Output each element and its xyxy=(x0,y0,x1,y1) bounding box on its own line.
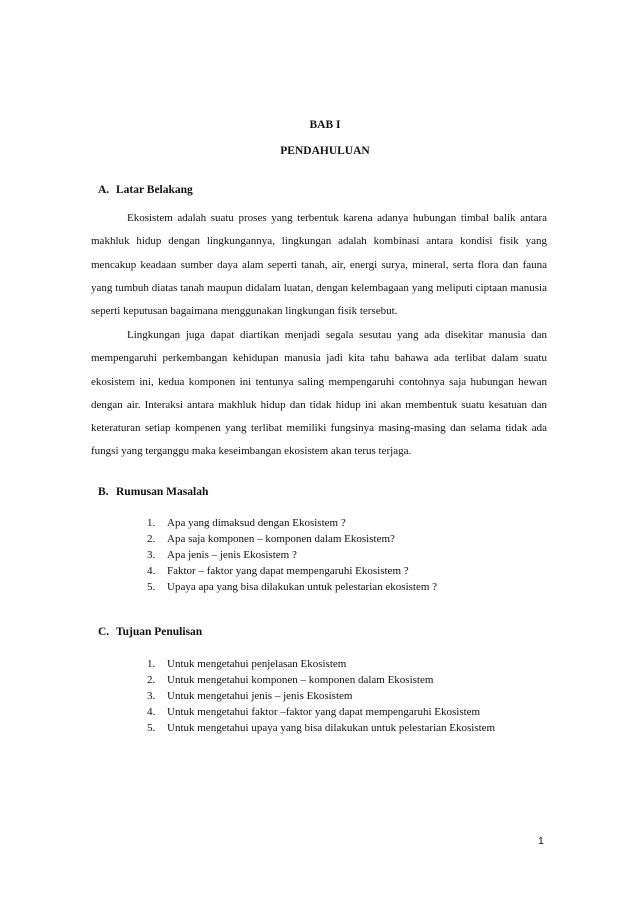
list-item xyxy=(147,656,495,672)
list-item-text: Untuk mengetahui jenis – jenis Ekosistem xyxy=(167,690,353,702)
list-item-number: 5. xyxy=(147,581,156,593)
list-item-text: Untuk mengetahui komponen – komponen dalam Ekosistem xyxy=(167,674,434,686)
list-item-text: Untuk mengetahui upaya yang bisa dilakukan untuk pelestarian Ekosistem xyxy=(167,722,496,734)
list-item-number: 2. xyxy=(147,533,156,545)
list-item-number: 4. xyxy=(147,565,156,577)
list-item-number: 5. xyxy=(147,722,156,734)
list-item xyxy=(147,531,437,547)
section-letter: A. xyxy=(98,184,110,196)
list-item xyxy=(147,720,495,736)
list-item-number: 1. xyxy=(147,658,156,670)
list-item-text: Apa saja komponen – komponen dalam Ekosistem? xyxy=(167,533,395,545)
rumusan-masalah-list xyxy=(147,515,437,595)
section-letter: C. xyxy=(98,626,110,638)
paragraph-2: Lingkungan juga dapat diartikan menjadi segala sesutau yang ada disekitar manusia dan mempengaruhi perkembangan kehidupan manusia jadi kita tahu bahawa ada terlibat dalam suatu ekosistem ini, kedua komponen ini tentunya saling mempengaruhi contohnya saja hubungan hewan dengan air. Interaksi antara makhluk hidup dan tidak hidup ini akan membentuk suatu kesatuan dan keteraturan setiap kompenen yang terlibat memiliki fungsinya masing-masing dan selama tidak ada fungsi yang terganggu maka keseimbangan ekosistem akan terus terjaga. xyxy=(91,329,547,458)
list-item-number: 3. xyxy=(147,690,156,702)
section-heading-rumusan-masalah xyxy=(98,486,208,498)
list-item xyxy=(147,515,437,531)
list-item xyxy=(147,563,437,579)
list-item xyxy=(147,547,437,563)
list-item-number: 1. xyxy=(147,517,156,529)
list-item-text: Faktor – faktor yang dapat mempengaruhi Ekosistem ? xyxy=(167,565,409,577)
list-item-text: Apa jenis – jenis Ekosistem ? xyxy=(167,549,297,561)
list-item-text: Apa yang dimaksud dengan Ekosistem ? xyxy=(167,517,346,529)
list-item xyxy=(147,579,437,595)
list-item-text: Untuk mengetahui penjelasan Ekosistem xyxy=(167,658,347,670)
list-item xyxy=(147,704,495,720)
section-title: Latar Belakang xyxy=(116,184,193,196)
list-item-number: 4. xyxy=(147,706,156,718)
section-heading-latar-belakang xyxy=(98,184,193,196)
section-title: Rumusan Masalah xyxy=(116,486,209,498)
list-item-number: 3. xyxy=(147,549,156,561)
list-item-text: Upaya apa yang bisa dilakukan untuk pelestarian ekosistem ? xyxy=(167,581,438,593)
list-item-text: Untuk mengetahui faktor –faktor yang dapat mempengaruhi Ekosistem xyxy=(167,706,481,718)
section-letter: B. xyxy=(98,486,109,498)
list-item-number: 2. xyxy=(147,674,156,686)
page-number: 1 xyxy=(538,835,544,847)
paragraph-1: Ekosistem adalah suatu proses yang terbentuk karena adanya hubungan timbal balik antara makhluk hidup dengan lingkungannya, lingkungan adalah kombinasi antara kondisi fisik yang mencakup keadaan sumber daya alam seperti tanah, air, energi surya, mineral, serta flora dan fauna yang tumbuh diatas tanah maupun didalam luatan, dengan kelembagaan yang meliputi ciptaan manusia seperti keputusan bagaimana menggunakan lingkungan fisik tersebut. xyxy=(91,212,547,318)
tujuan-penulisan-list xyxy=(147,656,495,736)
chapter-title: PENDAHULUAN xyxy=(280,145,370,157)
section-title: Tujuan Penulisan xyxy=(116,626,203,638)
chapter-number: BAB I xyxy=(309,119,341,131)
section-heading-tujuan-penulisan xyxy=(98,626,202,638)
list-item xyxy=(147,688,495,704)
list-item xyxy=(147,672,495,688)
